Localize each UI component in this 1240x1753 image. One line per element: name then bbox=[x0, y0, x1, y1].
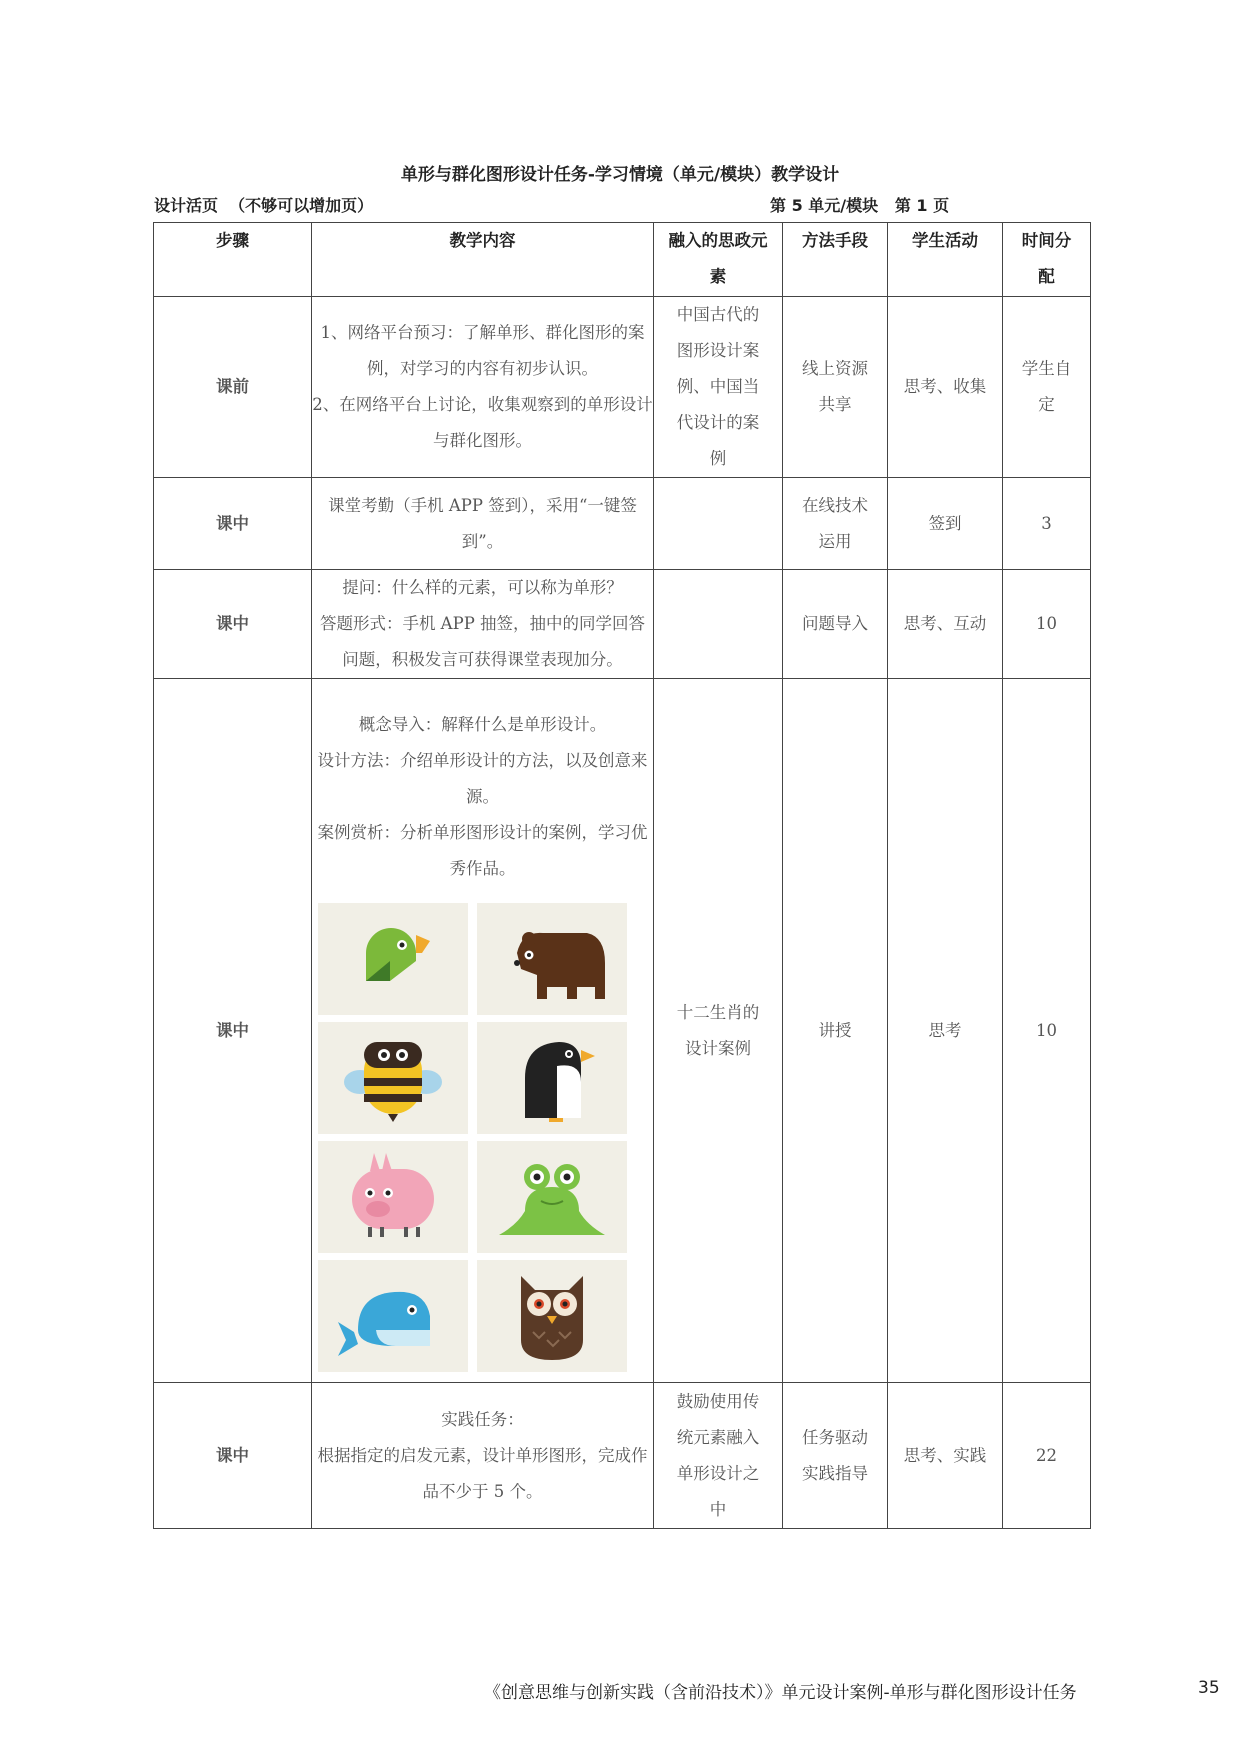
method-cell: 讲授 bbox=[783, 679, 888, 1383]
ideology-cell bbox=[654, 478, 783, 570]
bee-icon bbox=[318, 1022, 468, 1134]
activity-cell: 思考 bbox=[888, 679, 1003, 1383]
gallery-tile bbox=[318, 903, 468, 1015]
time-cell: 学生自定 bbox=[1003, 297, 1091, 478]
step-cell: 课中 bbox=[154, 478, 312, 570]
step-cell: 课中 bbox=[154, 679, 312, 1383]
time-cell: 22 bbox=[1003, 1383, 1091, 1529]
gallery-tile bbox=[318, 1022, 468, 1134]
content-line: 实践任务： bbox=[441, 1409, 524, 1429]
frog-icon bbox=[477, 1141, 627, 1253]
time-cell: 3 bbox=[1003, 478, 1091, 570]
content-cell bbox=[312, 570, 654, 679]
content-line: 案例赏析：分析单形图形设计的案例，学习优秀作品。 bbox=[317, 823, 648, 878]
content-line: 1、网络平台预习：了解单形、群化图形的案例，对学习的内容有初步认识。 bbox=[320, 323, 645, 378]
table-row bbox=[154, 570, 1091, 679]
pig-icon bbox=[318, 1141, 468, 1253]
method-cell: 线上资源共享 bbox=[783, 297, 888, 478]
content-cell bbox=[312, 679, 654, 1383]
time-cell: 10 bbox=[1003, 570, 1091, 679]
penguin-icon bbox=[477, 1022, 627, 1134]
case-gallery bbox=[318, 903, 653, 1372]
content-cell bbox=[312, 297, 654, 478]
ideology-cell: 中国古代的图形设计案例、中国当代设计的案例 bbox=[654, 297, 783, 478]
bear-icon bbox=[477, 903, 627, 1015]
content-line: 概念导入：解释什么是单形设计。 bbox=[358, 715, 607, 734]
header-cell: 融入的思政元素 bbox=[654, 223, 783, 297]
content-cell bbox=[312, 478, 654, 570]
method-cell: 任务驱动实践指导 bbox=[783, 1383, 888, 1529]
header-cell: 时间分配 bbox=[1003, 223, 1091, 297]
gallery-tile bbox=[477, 1260, 627, 1372]
parrot-icon bbox=[318, 903, 468, 1015]
gallery-tile bbox=[318, 1260, 468, 1372]
table-row bbox=[154, 679, 1091, 1383]
page-number: 35 bbox=[1198, 1678, 1220, 1698]
table-header-row bbox=[154, 223, 1091, 297]
subheader-left: 设计活页 （不够可以增加页） bbox=[154, 196, 374, 215]
owl-icon bbox=[477, 1260, 627, 1372]
method-cell: 在线技术运用 bbox=[783, 478, 888, 570]
footer-text: 《创意思维与创新实践（含前沿技术）》单元设计案例-单形与群化图形设计任务 bbox=[484, 1683, 1077, 1703]
document-title: 单形与群化图形设计任务-学习情境（单元/模块）教学设计 bbox=[400, 165, 840, 185]
ideology-cell: 十二生肖的设计案例 bbox=[654, 679, 783, 1383]
gallery-tile bbox=[318, 1141, 468, 1253]
content-line: 2、在网络平台上讨论，收集观察到的单形设计与群化图形。 bbox=[312, 395, 653, 450]
activity-cell: 签到 bbox=[888, 478, 1003, 570]
content-line: 根据指定的启发元素，设计单形图形，完成作品不少于 5 个。 bbox=[317, 1445, 648, 1501]
content-line: 设计方法：介绍单形设计的方法，以及创意来源。 bbox=[317, 751, 648, 806]
step-cell: 课前 bbox=[154, 297, 312, 478]
step-cell: 课中 bbox=[154, 1383, 312, 1529]
content-line: 答题形式：手机 APP 抽签，抽中的同学回答问题，积极发言可获得课堂表现加分。 bbox=[319, 614, 646, 669]
step-cell: 课中 bbox=[154, 570, 312, 679]
activity-cell: 思考、收集 bbox=[888, 297, 1003, 478]
whale-icon bbox=[318, 1260, 468, 1372]
header-cell: 步骤 bbox=[154, 223, 312, 297]
ideology-cell bbox=[654, 570, 783, 679]
header-cell: 学生活动 bbox=[888, 223, 1003, 297]
subheader-right: 第 5 单元/模块 第 1 页 bbox=[770, 196, 950, 215]
activity-cell: 思考、实践 bbox=[888, 1383, 1003, 1529]
lesson-plan-table bbox=[153, 222, 1091, 1529]
ideology-cell: 鼓励使用传统元素融入单形设计之中 bbox=[654, 1383, 783, 1529]
content-cell bbox=[312, 1383, 654, 1529]
activity-cell: 思考、互动 bbox=[888, 570, 1003, 679]
header-cell: 教学内容 bbox=[312, 223, 654, 297]
table-row bbox=[154, 1383, 1091, 1529]
table-row bbox=[154, 297, 1091, 478]
header-cell: 方法手段 bbox=[783, 223, 888, 297]
content-line: 提问：什么样的元素，可以称为单形？ bbox=[342, 578, 623, 597]
gallery-tile bbox=[477, 1022, 627, 1134]
time-cell: 10 bbox=[1003, 679, 1091, 1383]
gallery-tile bbox=[477, 903, 627, 1015]
table-row bbox=[154, 478, 1091, 570]
method-cell: 问题导入 bbox=[783, 570, 888, 679]
gallery-tile bbox=[477, 1141, 627, 1253]
content-line: 课堂考勤（手机 APP 签到），采用“一键签到”。 bbox=[328, 495, 637, 551]
